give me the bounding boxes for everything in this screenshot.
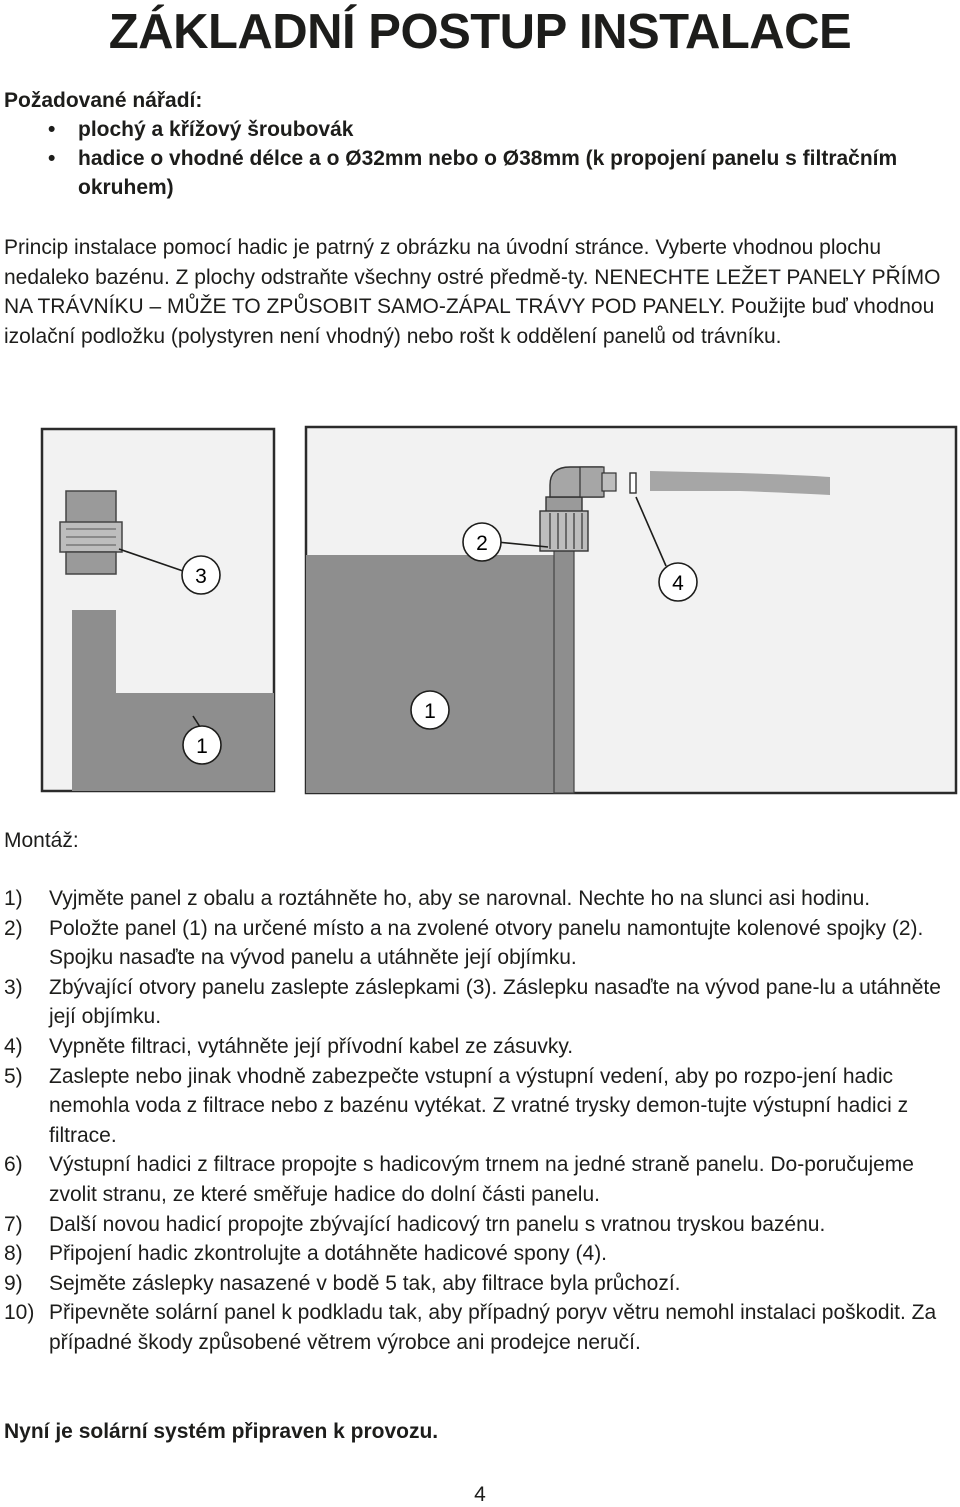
right-pipe xyxy=(554,545,574,793)
page-title: ZÁKLADNÍ POSTUP INSTALACE xyxy=(108,5,852,59)
tools-list xyxy=(4,115,956,202)
intro-paragraph xyxy=(4,233,956,351)
callout-4 xyxy=(659,563,697,601)
assembly-steps xyxy=(4,884,956,1358)
step-text: Připevněte solární panel k podkladu tak, aby případný poryv větru nemohl instalaci poškodit. Za případné škody způsobené větrem výrobce ani prodejce neručí. xyxy=(49,1301,937,1354)
step-number: 3) xyxy=(4,975,23,999)
step-text: Připojení hadic zkontrolujte a dotáhněte hadicové spony (4). xyxy=(49,1242,608,1266)
step-text: Položte panel (1) na určené místo a na zvolené otvory panelu namontujte kolenové spojky (2). Spojku nasaďte na vývod panelu a utáhněte její objímku. xyxy=(49,916,924,970)
list-item xyxy=(4,1032,956,1062)
step-text: Zaslepte nebo jinak vhodně zabezpečte vstupní a výstupní vedení, aby po rozpo-jení hadic nemohla voda z filtrace nebo z bazénu vytékat. Z vratné trysky demon-tujte výstupní hadici z filtrace. xyxy=(49,1064,909,1147)
step-number: 10) xyxy=(4,1301,35,1325)
step-number: 2) xyxy=(4,916,23,940)
step-text: Sejměte záslepky nasazené v bodě 5 tak, aby filtrace byla průchozí. xyxy=(49,1271,681,1295)
hose-clamp-icon xyxy=(630,473,636,493)
step-number: 8) xyxy=(4,1242,23,1266)
step-number: 6) xyxy=(4,1153,23,1177)
step-number: 5) xyxy=(4,1064,23,1088)
end-cap-illustration xyxy=(60,491,122,574)
installation-figure xyxy=(40,425,960,805)
list-item xyxy=(4,1298,956,1357)
list-item xyxy=(4,973,956,1032)
list-item xyxy=(4,1269,956,1299)
svg-text:3: 3 xyxy=(195,565,207,588)
list-item xyxy=(4,1239,956,1269)
callout-3 xyxy=(182,556,220,594)
svg-text:1: 1 xyxy=(424,700,436,723)
step-text: Výstupní hadici z filtrace propojte s hadicovým trnem na jedné straně panelu. Do-poručujeme zvolit stranu, ze které směřuje hadice do dolní části panelu. xyxy=(49,1153,914,1206)
list-item xyxy=(4,115,956,144)
assembly-heading: Montáž: xyxy=(4,829,79,852)
right-solar-panel xyxy=(306,555,554,793)
step-text: Další novou hadicí propojte zbývající hadicový trn panelu s vratnou tryskou bazénu. xyxy=(49,1212,826,1236)
list-item xyxy=(4,914,956,973)
step-text: Zbývající otvory panelu zaslepte záslepkami (3). Záslepku nasaďte na vývod pane-lu a utáhněte její objímku. xyxy=(49,975,941,1029)
step-text: Vypněte filtraci, vytáhněte její přívodní kabel ze zásuvky. xyxy=(49,1034,574,1058)
list-item xyxy=(4,1062,956,1151)
callout-1-right xyxy=(411,691,449,729)
list-item xyxy=(4,1150,956,1209)
step-number: 4) xyxy=(4,1034,23,1058)
tool-text: plochý a křížový šroubovák xyxy=(78,118,354,141)
ready-statement: Nyní je solární systém připraven k provozu. xyxy=(4,1420,439,1443)
page-number: 4 xyxy=(474,1483,486,1506)
intro-text: Princip instalace pomocí hadic je patrný z obrázku na úvodní stránce. Vyberte vhodnou plochu nedaleko bazénu. Z plochy odstraňte všechny ostré předmě-ty. NENECHTE LEŽET PANELY PŘÍMO NA TRÁVNÍKU – MŮŽE TO ZPŮSOBIT SAMO-ZÁPAL TRÁVY POD PANELY. Použijte buď vhodnou izolační podložku (polystyren není vhodný) nebo rošt k oddělení panelů od trávníku. xyxy=(4,236,941,348)
tool-text: hadice o vhodné délce a o Ø32mm nebo o Ø38mm (k propojení panelu s filtračním okruhem) xyxy=(78,147,898,199)
svg-text:4: 4 xyxy=(672,572,684,595)
svg-text:2: 2 xyxy=(476,532,488,555)
tools-heading: Požadované nářadí: xyxy=(4,89,203,112)
callout-2 xyxy=(463,523,501,561)
list-item xyxy=(4,884,956,914)
step-number: 9) xyxy=(4,1271,23,1295)
step-text: Vyjměte panel z obalu a roztáhněte ho, aby se narovnal. Nechte ho na slunci asi hodinu. xyxy=(49,887,871,910)
svg-text:1: 1 xyxy=(196,735,208,758)
list-item xyxy=(4,144,956,202)
bullet-icon: • xyxy=(48,118,56,141)
step-number: 7) xyxy=(4,1212,23,1236)
list-item xyxy=(4,1210,956,1240)
step-number: 1) xyxy=(4,887,23,910)
callout-1-left xyxy=(183,726,221,764)
bullet-icon: • xyxy=(48,147,56,170)
left-pipe xyxy=(72,610,116,791)
